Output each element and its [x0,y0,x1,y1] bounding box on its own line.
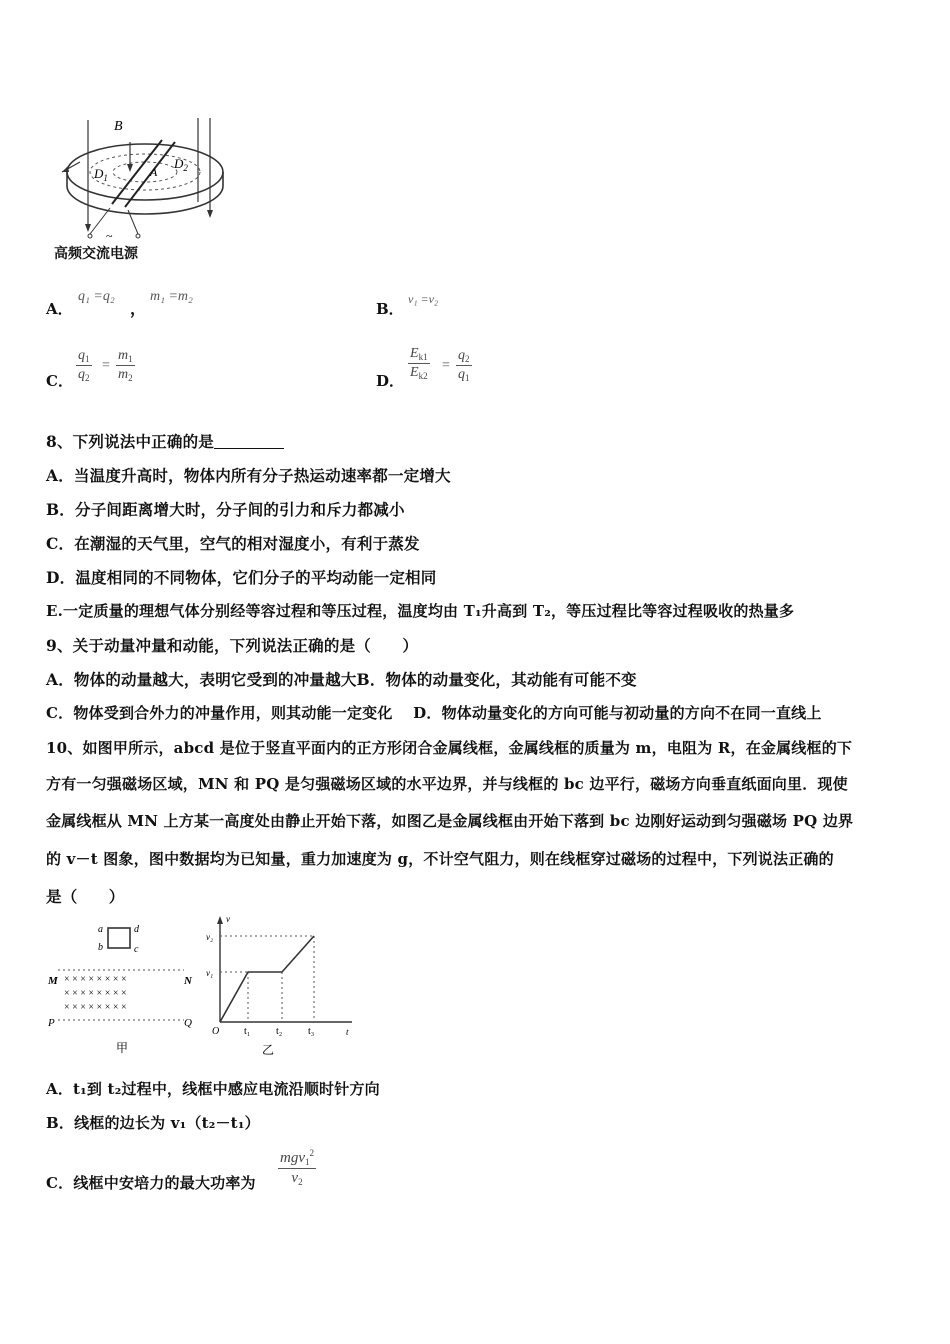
svg-text:t₂: t₂ [276,1026,283,1037]
q9-options-cd: C．物体受到合外力的冲量作用，则其动能一定变化 D．物体动量变化的方向可能与初动量的方向不在同一直线上 [46,704,822,722]
q10-stem-line1: 10、如图甲所示，abcd 是位于竖直平面内的正方形闭合金属线框，金属线框的质量为 m，电阻为 R，在金属线框的下 [46,739,853,757]
svg-text:甲: 甲 [116,1041,129,1055]
svg-text:t₃: t₃ [308,1026,315,1037]
q7-option-b-label: B． [376,300,404,318]
q10-stem-line4: 的 v－t 图象，图中数据均为已知量，重力加速度为 g，不计空气阻力，则在线框穿过磁场的过程中，下列说法正确的 [46,850,834,868]
svg-text:t₁: t₁ [244,1026,251,1037]
q10-option-c: C．线框中安培力的最大功率为 [46,1174,256,1192]
q10-option-a: A．t₁到 t₂过程中，线框中感应电流沿顺时针方向 [46,1080,380,1098]
q8-option-b: B．分子间距离增大时，分子间的引力和斥力都减小 [46,500,405,519]
q9-stem: 9、关于动量冲量和动能，下列说法正确的是（ ） [46,636,419,655]
q8-option-c: C．在潮湿的天气里，空气的相对湿度小，有利于蒸发 [46,534,420,553]
q10-stem-line3: 金属线框从 MN 上方某一高度处由静止开始下落，如图乙是金属线框由开始下落到 bc 边刚好运动到匀强磁场 PQ 边界 [46,812,854,830]
svg-text:D1: $D_1$ [94,166,108,183]
q7-option-c-label: C． [46,372,73,390]
svg-text:Q: Q [184,1017,192,1029]
figure-yi-vt-graph [206,914,366,1060]
q7-option-c-frac2: $m_1$ $m_2$ [118,348,133,383]
q7-option-a-sep: ， [130,299,147,318]
q8-option-d: D．温度相同的不同物体，它们分子的平均动能一定相同 [46,568,437,587]
figure1-caption: 高频交流电源 [54,246,138,262]
q7-option-a-label: A． [46,300,73,318]
svg-text:P: P [48,1017,55,1029]
q10-stem-line2: 方有一匀强磁场区域，MN 和 PQ 是匀强磁场区域的水平边界，并与线框的 bc 边平行，磁场方向垂直纸面向里．现使 [46,775,848,793]
q7-option-d-frac2: $q_2$ $q_1$ [458,348,470,383]
svg-text:d: d [134,924,139,935]
svg-text:t: t [346,1027,349,1037]
q7-option-b-math: v₁ =v₂ [408,292,439,306]
svg-text:b: b [98,942,103,953]
q9-options-ab: A．物体的动量越大，表明它受到的冲量越大B．物体的动量变化，其动能有可能不变 [46,670,637,689]
q7-option-d-label: D． [376,372,405,390]
label-tilde: ~ [106,229,113,243]
q8-stem: 8、下列说法中正确的是 [46,430,284,452]
svg-text:乙: 乙 [262,1043,275,1057]
svg-text:O: O [212,1026,220,1037]
svg-text:× × × × × × × ×: × × × × × × × × [64,974,127,985]
svg-text:M: M [48,975,58,987]
svg-text:v: v [226,914,230,924]
figure-jia [46,918,206,1058]
svg-text:v₁: v₁ [206,968,214,978]
svg-text:N: N [184,975,192,987]
label-a: A [150,165,158,179]
svg-text:× × × × × × × ×: × × × × × × × × [64,1002,127,1013]
q7-option-a-math2: m₁ =m₂ [150,289,193,304]
q10-option-b: B．线框的边长为 v₁（t₂－t₁） [46,1114,260,1132]
q8-option-a: A．当温度升高时，物体内所有分子热运动速率都一定增大 [46,466,451,485]
q7-option-c-eq: = [102,358,110,373]
q8-option-e: E.一定质量的理想气体分别经等容过程和等压过程，温度均由 T₁升高到 T₂，等压过程比等容过程吸收的热量多 [46,602,795,620]
svg-text:D2: $D_2$ [174,156,188,173]
q7-option-d-eq: = [442,358,450,373]
svg-text:v₂: v₂ [206,932,214,942]
q7-option-c-frac1: $q_1$ $q_2$ [78,348,90,383]
q10-stem-line5: 是（ ） [46,887,125,906]
q7-option-a-math1: q₁ =q₂ [78,289,115,304]
q8-answer-blank [214,434,284,449]
svg-text:a: a [98,924,103,935]
q10-option-c-frac: mgv$_1^2$ $v_2$ [280,1148,314,1187]
q7-option-d-frac1: $E_{k1}$ $E_{k2}$ [410,346,428,381]
svg-text:c: c [134,944,139,955]
svg-text:× × × × × × × ×: × × × × × × × × [64,988,127,999]
label-b: B [114,119,123,134]
